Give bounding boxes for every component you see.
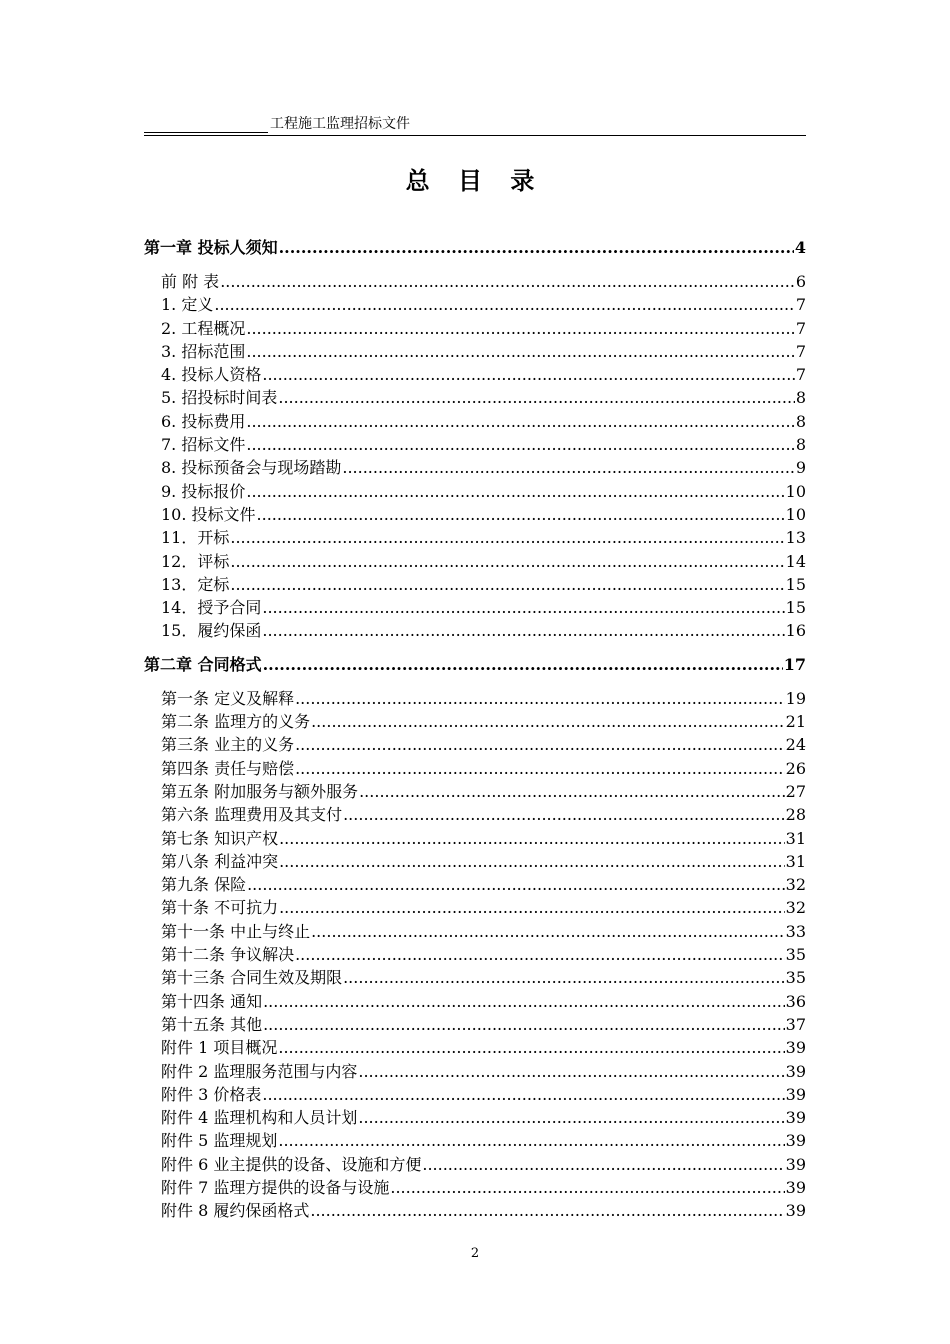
toc-entry-label: 4. 投标人资格 bbox=[161, 365, 262, 385]
toc-entry-label: 第八条 利益冲突 bbox=[161, 851, 279, 871]
toc-entry-page: 39 bbox=[785, 1038, 806, 1058]
dot-leader bbox=[262, 619, 784, 642]
toc-entry[interactable] bbox=[144, 526, 806, 549]
toc-entry-page: 10 bbox=[785, 481, 806, 501]
toc-entry-page: 9 bbox=[795, 458, 806, 478]
toc-entry[interactable] bbox=[144, 503, 806, 526]
toc-entry-label: 14．授予合同 bbox=[161, 598, 262, 618]
toc-entry[interactable] bbox=[144, 270, 806, 293]
toc-entry-page: 8 bbox=[795, 435, 806, 455]
chapter-gap bbox=[144, 677, 806, 687]
dot-leader bbox=[246, 480, 784, 503]
toc-entry-page: 39 bbox=[785, 1154, 806, 1174]
dot-leader bbox=[247, 873, 785, 896]
toc-entry-page: 39 bbox=[785, 1084, 806, 1104]
dot-leader bbox=[311, 920, 785, 943]
dot-leader bbox=[214, 293, 794, 316]
toc-entry-label: 前 附 表 bbox=[161, 272, 220, 291]
toc-entry-label: 附件 6 业主提供的设备、设施和方便 bbox=[161, 1154, 422, 1174]
toc-entry-page: 6 bbox=[795, 272, 806, 291]
toc-entry[interactable] bbox=[144, 710, 806, 733]
toc-entry[interactable] bbox=[144, 1153, 806, 1176]
toc-chapter-entry[interactable] bbox=[144, 236, 806, 260]
toc-entry[interactable] bbox=[144, 780, 806, 803]
toc-entry[interactable] bbox=[144, 410, 806, 433]
toc-entry[interactable] bbox=[144, 317, 806, 340]
toc-entry-page: 21 bbox=[785, 712, 806, 732]
toc-entry-label: 第十二条 争议解决 bbox=[161, 945, 295, 965]
toc-entry-page: 4 bbox=[794, 238, 806, 257]
chapter-gap bbox=[144, 643, 806, 653]
dot-leader bbox=[295, 733, 785, 756]
dot-leader bbox=[263, 653, 783, 677]
toc-entry-label: 附件 8 履约保函格式 bbox=[161, 1201, 310, 1221]
toc-entry-page: 15 bbox=[785, 574, 806, 594]
toc-entry[interactable] bbox=[144, 363, 806, 386]
toc-entry-label: 第三条 业主的义务 bbox=[161, 735, 295, 755]
toc-entry[interactable] bbox=[144, 990, 806, 1013]
toc-entry-page: 31 bbox=[785, 851, 806, 871]
page-title: 总 目 录 bbox=[405, 166, 545, 195]
toc-entry[interactable] bbox=[144, 550, 806, 573]
toc-entry[interactable] bbox=[144, 827, 806, 850]
toc-entry-page: 39 bbox=[785, 1201, 806, 1221]
dot-leader bbox=[278, 386, 794, 409]
toc-entry-page: 7 bbox=[795, 341, 806, 361]
toc-entry-label: 第五条 附加服务与额外服务 bbox=[161, 781, 359, 801]
toc-entry[interactable] bbox=[144, 920, 806, 943]
toc-entry-label: 附件 7 监理方提供的设备与设施 bbox=[161, 1177, 390, 1197]
toc-entry-label: 13．定标 bbox=[161, 574, 230, 594]
toc-entry-page: 8 bbox=[795, 411, 806, 431]
toc-entry-label: 第一章 投标人须知 bbox=[144, 238, 278, 257]
table-of-contents bbox=[144, 236, 806, 1223]
toc-entry[interactable] bbox=[144, 340, 806, 363]
toc-entry-page: 35 bbox=[785, 968, 806, 988]
toc-entry-page: 24 bbox=[785, 735, 806, 755]
toc-entry[interactable] bbox=[144, 1060, 806, 1083]
dot-leader bbox=[342, 456, 794, 479]
toc-entry-label: 第十五条 其他 bbox=[161, 1014, 263, 1034]
toc-entry[interactable] bbox=[144, 293, 806, 316]
dot-leader bbox=[246, 317, 794, 340]
toc-entry-page: 27 bbox=[785, 781, 806, 801]
dot-leader bbox=[279, 850, 785, 873]
dot-leader bbox=[279, 236, 794, 260]
toc-entry[interactable] bbox=[144, 943, 806, 966]
dot-leader bbox=[358, 1060, 784, 1083]
toc-entry-page: 32 bbox=[785, 898, 806, 918]
toc-entry-page: 37 bbox=[785, 1014, 806, 1034]
toc-entry[interactable] bbox=[144, 573, 806, 596]
header-title: 工程施工监理招标文件 bbox=[270, 116, 410, 132]
dot-leader bbox=[278, 1036, 784, 1059]
toc-entry-label: 附件 3 价格表 bbox=[161, 1084, 262, 1104]
toc-entry-label: 第二章 合同格式 bbox=[144, 654, 262, 674]
dot-leader bbox=[310, 1199, 784, 1222]
toc-entry-label: 第四条 责任与赔偿 bbox=[161, 758, 295, 778]
toc-entry-label: 5. 招投标时间表 bbox=[161, 388, 278, 408]
toc-entry-page: 35 bbox=[785, 945, 806, 965]
dot-leader bbox=[343, 803, 785, 826]
toc-entry-label: 3. 招标范围 bbox=[161, 341, 246, 361]
toc-entry-label: 12．评标 bbox=[161, 551, 230, 571]
dot-leader bbox=[262, 1083, 784, 1106]
toc-entry[interactable] bbox=[144, 1036, 806, 1059]
toc-entry-page: 14 bbox=[785, 551, 806, 571]
toc-entry[interactable] bbox=[144, 619, 806, 642]
dot-leader bbox=[358, 1106, 784, 1129]
dot-leader bbox=[262, 363, 794, 386]
dot-leader bbox=[295, 943, 785, 966]
toc-entry-page: 36 bbox=[785, 991, 806, 1011]
toc-entry[interactable] bbox=[144, 386, 806, 409]
dot-leader bbox=[263, 990, 785, 1013]
toc-entry-label: 1. 定义 bbox=[161, 295, 214, 315]
dot-leader bbox=[262, 596, 784, 619]
toc-entry-page: 31 bbox=[785, 828, 806, 848]
toc-entry-page: 39 bbox=[785, 1061, 806, 1081]
dot-leader bbox=[230, 526, 784, 549]
toc-entry-page: 32 bbox=[785, 875, 806, 895]
toc-entry-page: 7 bbox=[795, 295, 806, 315]
toc-entry[interactable] bbox=[144, 433, 806, 456]
toc-entry-label: 2. 工程概况 bbox=[161, 318, 246, 338]
toc-entry-label: 8. 投标预备会与现场踏勘 bbox=[161, 458, 342, 478]
toc-entry-label: 第十四条 通知 bbox=[161, 991, 263, 1011]
dot-leader bbox=[422, 1153, 784, 1176]
dot-leader bbox=[246, 433, 794, 456]
chapter-gap bbox=[144, 260, 806, 270]
toc-entry[interactable] bbox=[144, 733, 806, 756]
dot-leader bbox=[246, 410, 794, 433]
toc-entry[interactable] bbox=[144, 1129, 806, 1152]
toc-entry-page: 7 bbox=[795, 318, 806, 338]
toc-entry-label: 第十条 不可抗力 bbox=[161, 898, 279, 918]
toc-entry-label: 6. 投标费用 bbox=[161, 411, 246, 431]
toc-entry-label: 附件 1 项目概况 bbox=[161, 1038, 278, 1058]
toc-entry[interactable] bbox=[144, 850, 806, 873]
toc-entry-page: 39 bbox=[785, 1177, 806, 1197]
toc-entry-page: 16 bbox=[785, 621, 806, 641]
dot-leader bbox=[343, 966, 785, 989]
toc-entry-label: 附件 5 监理规划 bbox=[161, 1131, 278, 1151]
dot-leader bbox=[295, 757, 785, 780]
toc-entry-label: 7. 招标文件 bbox=[161, 435, 246, 455]
dot-leader bbox=[257, 503, 785, 526]
toc-entry[interactable] bbox=[144, 896, 806, 919]
toc-chapter-entry[interactable] bbox=[144, 653, 806, 677]
toc-entry[interactable] bbox=[144, 1083, 806, 1106]
toc-entry[interactable] bbox=[144, 966, 806, 989]
dot-leader bbox=[359, 780, 785, 803]
toc-entry-label: 附件 2 监理服务范围与内容 bbox=[161, 1061, 358, 1081]
toc-entry-label: 11．开标 bbox=[161, 528, 230, 548]
dot-leader bbox=[246, 340, 794, 363]
toc-entry-page: 39 bbox=[785, 1131, 806, 1151]
toc-entry[interactable] bbox=[144, 480, 806, 503]
toc-entry-label: 附件 4 监理机构和人员计划 bbox=[161, 1108, 358, 1128]
toc-entry[interactable] bbox=[144, 757, 806, 780]
dot-leader bbox=[390, 1176, 784, 1199]
toc-entry[interactable] bbox=[144, 1106, 806, 1129]
header-blank-line bbox=[144, 116, 268, 133]
toc-entry[interactable] bbox=[144, 1013, 806, 1036]
toc-entry-label: 第九条 保险 bbox=[161, 875, 247, 895]
toc-entry-label: 第一条 定义及解释 bbox=[161, 688, 295, 708]
dot-leader bbox=[279, 827, 785, 850]
toc-entry-page: 7 bbox=[795, 365, 806, 385]
toc-entry-page: 26 bbox=[785, 758, 806, 778]
dot-leader bbox=[230, 550, 784, 573]
toc-entry-label: 第七条 知识产权 bbox=[161, 828, 279, 848]
toc-entry-label: 10. 投标文件 bbox=[161, 504, 256, 524]
toc-entry-page: 39 bbox=[785, 1108, 806, 1128]
toc-entry-page: 17 bbox=[783, 654, 806, 674]
toc-entry[interactable] bbox=[144, 596, 806, 619]
toc-entry-page: 19 bbox=[785, 688, 806, 708]
dot-leader bbox=[263, 1013, 785, 1036]
toc-entry-label: 9. 投标报价 bbox=[161, 481, 246, 501]
page-number: 2 bbox=[470, 1246, 480, 1261]
toc-entry-page: 15 bbox=[785, 598, 806, 618]
toc-entry-label: 15．履约保函 bbox=[161, 621, 262, 641]
dot-leader bbox=[278, 1129, 784, 1152]
dot-leader bbox=[295, 687, 785, 710]
toc-entry-label: 第六条 监理费用及其支付 bbox=[161, 805, 343, 825]
toc-entry-label: 第十三条 合同生效及期限 bbox=[161, 968, 343, 988]
toc-entry-page: 28 bbox=[785, 805, 806, 825]
toc-entry-label: 第二条 监理方的义务 bbox=[161, 712, 311, 732]
toc-entry-page: 13 bbox=[785, 528, 806, 548]
toc-entry[interactable] bbox=[144, 873, 806, 896]
page-header bbox=[144, 116, 806, 136]
dot-leader bbox=[279, 896, 785, 919]
dot-leader bbox=[230, 573, 784, 596]
toc-entry[interactable] bbox=[144, 1176, 806, 1199]
toc-entry[interactable] bbox=[144, 1199, 806, 1222]
toc-entry[interactable] bbox=[144, 803, 806, 826]
dot-leader bbox=[311, 710, 785, 733]
dot-leader bbox=[220, 270, 795, 293]
toc-entry-page: 8 bbox=[795, 388, 806, 408]
toc-entry-label: 第十一条 中止与终止 bbox=[161, 921, 311, 941]
toc-entry-page: 33 bbox=[785, 921, 806, 941]
toc-entry-page: 10 bbox=[785, 504, 806, 524]
toc-entry[interactable] bbox=[144, 456, 806, 479]
toc-entry[interactable] bbox=[144, 687, 806, 710]
